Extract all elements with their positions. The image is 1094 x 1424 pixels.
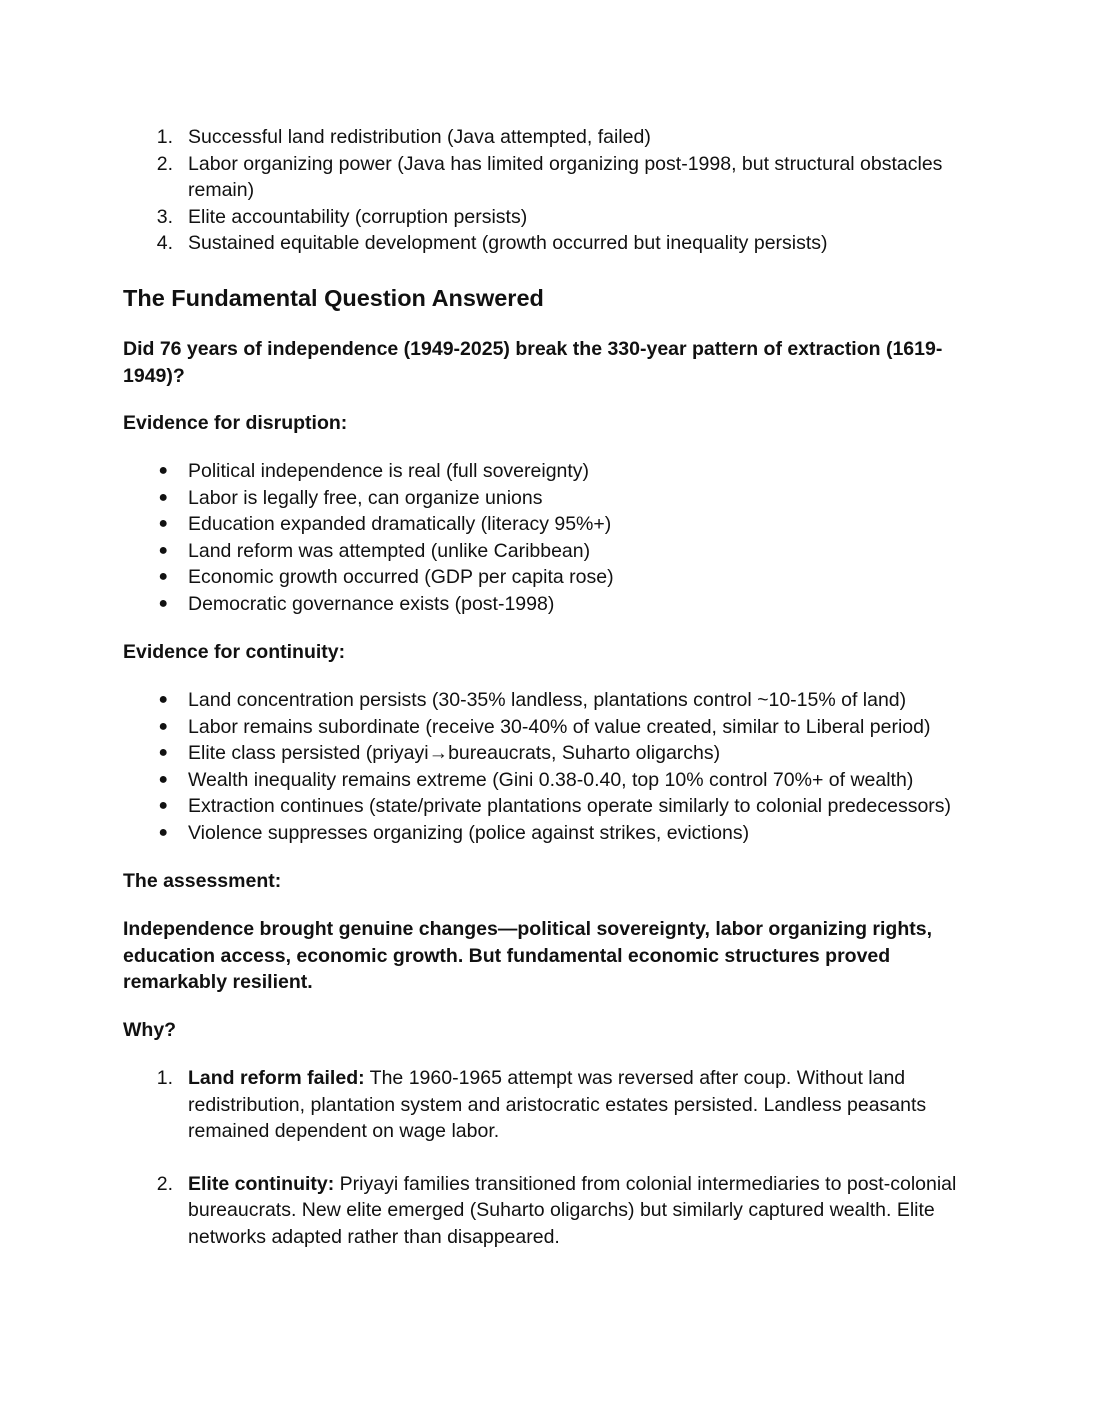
list-item-text: Economic growth occurred (GDP per capita rose) bbox=[188, 566, 614, 588]
reason-title: Land reform failed: bbox=[188, 1067, 365, 1089]
question-text: Did 76 years of independence (1949-2025) break the 330-year pattern of extraction (1619-1949)? bbox=[123, 338, 943, 387]
why-label: Why? bbox=[123, 1019, 177, 1041]
list-item-text: Land reform was attempted (unlike Caribbean) bbox=[188, 539, 591, 562]
list-item bbox=[123, 687, 1024, 714]
list-item bbox=[123, 204, 1004, 231]
list-item-text: Wealth inequality remains extreme (Gini 0.38-0.40, top 10% control 70%+ of wealth) bbox=[188, 768, 914, 791]
list-item bbox=[123, 714, 1024, 741]
reason-text: Priyayi families transitioned from colonial intermediaries to post-colonial bureaucrats. New elite emerged (Suharto oligarchs) but similarly captured wealth. Elite networks adapted rather than disappeared. bbox=[188, 1172, 957, 1248]
disruption-label: Evidence for disruption: bbox=[123, 412, 348, 434]
list-item-text: Extraction continues (state/private plantations operate similarly to colonial predecessors) bbox=[188, 795, 952, 817]
list-item-text: Land concentration persists (30-35% landless, plantations control ~10-15% of land) bbox=[188, 689, 907, 711]
list-item-text: Sustained equitable development (growth occurred but inequality persists) bbox=[188, 232, 828, 254]
list-item bbox=[123, 793, 1024, 820]
list-item-text: Elite class persisted (priyayi→bureaucrats, Suharto oligarchs) bbox=[188, 742, 721, 764]
list-number: 2. bbox=[156, 1172, 173, 1195]
assessment-label: The assessment: bbox=[123, 870, 282, 892]
list-item bbox=[123, 538, 1004, 565]
list-item-text: Elite accountability (corruption persists) bbox=[188, 205, 528, 228]
list-number: 1. bbox=[156, 126, 173, 148]
list-item bbox=[123, 1171, 969, 1251]
list-item-text: Labor organizing power (Java has limited organizing post-1998, but structural obstacles remain) bbox=[188, 152, 943, 201]
bullet-icon: ● bbox=[158, 568, 168, 585]
why-list bbox=[123, 1065, 969, 1250]
disruption-list bbox=[123, 458, 1004, 617]
reason-title: Elite continuity: bbox=[188, 1172, 335, 1195]
list-item-text: Successful land redistribution (Java attempted, failed) bbox=[188, 126, 651, 148]
list-item-text: Labor remains subordinate (receive 30-40% of value created, similar to Liberal period) bbox=[188, 715, 931, 738]
assessment-text: Independence brought genuine changes—political sovereignty, labor organizing rights, education access, economic growth. But fundamental economic structures proved remarkably resilient. bbox=[123, 918, 932, 993]
bullet-icon: ● bbox=[158, 488, 168, 506]
bullet-icon: ● bbox=[158, 515, 168, 532]
bullet-icon: ● bbox=[158, 797, 168, 814]
continuity-label: Evidence for continuity: bbox=[123, 641, 346, 663]
bullet-icon: ● bbox=[158, 823, 168, 841]
criteria-list bbox=[123, 124, 1004, 257]
list-number: 3. bbox=[156, 205, 173, 228]
bullet-icon: ● bbox=[158, 717, 168, 735]
bullet-icon: ● bbox=[158, 462, 168, 479]
section-heading: The Fundamental Question Answered bbox=[123, 285, 544, 311]
bullet-icon: ● bbox=[158, 770, 168, 788]
list-item-text: Education expanded dramatically (literacy 95%+) bbox=[188, 513, 612, 535]
list-item-text: Democratic governance exists (post-1998) bbox=[188, 592, 555, 615]
list-item-text: Political independence is real (full sovereignty) bbox=[188, 460, 590, 482]
bullet-icon: ● bbox=[158, 691, 168, 708]
list-number: 2. bbox=[156, 152, 173, 175]
list-number: 1. bbox=[156, 1067, 173, 1089]
continuity-list bbox=[123, 687, 1024, 846]
list-item bbox=[123, 124, 1004, 151]
list-item bbox=[123, 820, 1024, 847]
list-item bbox=[123, 564, 1004, 591]
bullet-icon: ● bbox=[158, 541, 168, 559]
list-item bbox=[123, 458, 1004, 485]
list-item-text: Labor is legally free, can organize unions bbox=[188, 486, 543, 509]
list-item bbox=[123, 767, 1024, 794]
list-item bbox=[123, 1065, 969, 1145]
list-item-text: Violence suppresses organizing (police against strikes, evictions) bbox=[188, 821, 750, 844]
list-item bbox=[123, 485, 1004, 512]
list-item bbox=[123, 511, 1004, 538]
list-item bbox=[123, 230, 1004, 257]
bullet-icon: ● bbox=[158, 744, 168, 761]
list-item bbox=[123, 591, 1004, 618]
list-item bbox=[123, 740, 1024, 767]
bullet-icon: ● bbox=[158, 594, 168, 612]
list-number: 4. bbox=[156, 232, 173, 254]
list-item bbox=[123, 151, 1004, 204]
reason-text: The 1960-1965 attempt was reversed after coup. Without land redistribution, plantation system and aristocratic estates persisted. Landless peasants remained dependent on wage labor. bbox=[188, 1067, 927, 1142]
